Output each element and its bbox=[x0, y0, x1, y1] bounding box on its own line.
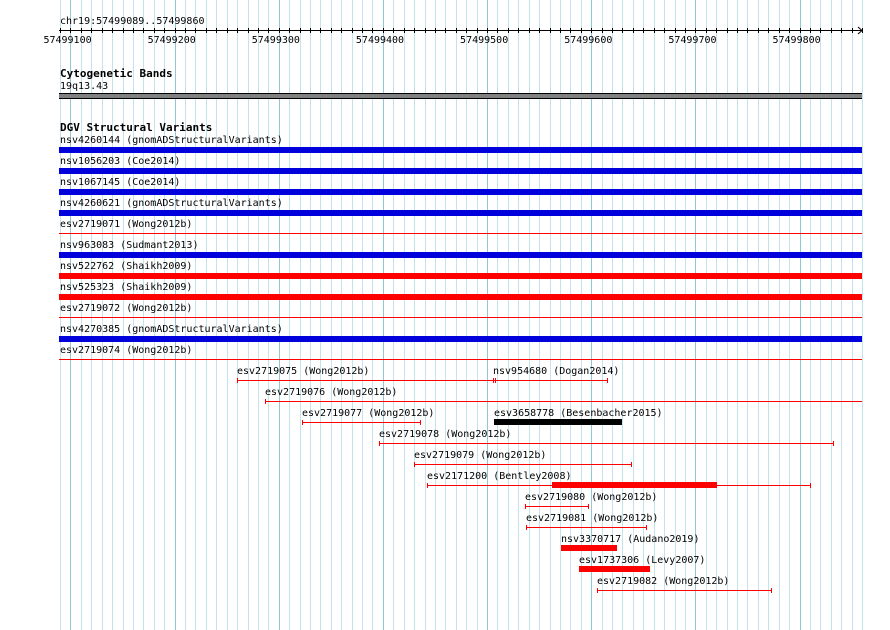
variant-bar[interactable] bbox=[59, 233, 862, 234]
variant-label[interactable]: nsv4270385 (gnomADStructuralVariants) bbox=[60, 324, 283, 335]
ruler-tick-label: 57499400 bbox=[355, 35, 405, 46]
variant-end-tick bbox=[588, 504, 589, 509]
variant-bar[interactable] bbox=[526, 527, 646, 528]
variant-bar[interactable] bbox=[561, 545, 617, 551]
variant-label[interactable]: esv2719080 (Wong2012b) bbox=[525, 492, 658, 503]
variant-bar[interactable] bbox=[414, 464, 631, 465]
variant-label[interactable]: esv2719072 (Wong2012b) bbox=[60, 303, 193, 314]
variant-bar[interactable] bbox=[237, 380, 495, 381]
ruler-tick-label: 57499700 bbox=[668, 35, 717, 46]
variant-label[interactable]: esv2719077 (Wong2012b) bbox=[302, 408, 435, 419]
variant-end-tick bbox=[379, 441, 380, 446]
variant-label[interactable]: esv2719082 (Wong2012b) bbox=[597, 576, 730, 587]
variant-label[interactable]: nsv1067145 (Coe2014) bbox=[60, 177, 181, 188]
variant-bar[interactable] bbox=[302, 422, 420, 423]
variant-end-tick bbox=[420, 420, 421, 425]
ruler-tick-label: 57499200 bbox=[147, 35, 196, 46]
variant-end-tick bbox=[771, 588, 772, 593]
variant-end-tick bbox=[493, 378, 494, 383]
ruler-tick-label: 57499100 bbox=[43, 35, 92, 46]
variant-label[interactable]: esv1737306 (Levy2007) bbox=[579, 555, 706, 566]
variant-label[interactable]: nsv525323 (Shaikh2009) bbox=[60, 282, 193, 293]
variant-label[interactable]: esv2719076 (Wong2012b) bbox=[265, 387, 398, 398]
variant-bar[interactable] bbox=[579, 566, 650, 572]
dgv-track-title: DGV Structural Variants bbox=[60, 121, 213, 134]
coordinate-label: chr19:57499089..57499860 bbox=[60, 16, 205, 27]
variant-end-tick bbox=[265, 399, 266, 404]
variant-bar[interactable] bbox=[493, 380, 607, 381]
variant-end-tick bbox=[414, 462, 415, 467]
variant-bar[interactable] bbox=[59, 147, 862, 153]
variant-end-tick bbox=[833, 441, 834, 446]
variant-end-tick bbox=[526, 525, 527, 530]
variant-label[interactable]: nsv4260144 (gnomADStructuralVariants) bbox=[60, 135, 283, 146]
variant-end-tick bbox=[302, 420, 303, 425]
variant-label[interactable]: esv2171200 (Bentley2008) bbox=[427, 471, 572, 482]
variant-end-tick bbox=[646, 525, 647, 530]
variant-bar[interactable] bbox=[59, 294, 862, 300]
variant-label[interactable]: nsv954680 (Dogan2014) bbox=[493, 366, 620, 377]
variant-end-tick bbox=[631, 462, 632, 467]
variant-end-tick bbox=[427, 483, 428, 488]
variant-end-tick bbox=[597, 588, 598, 593]
variant-end-tick bbox=[607, 378, 608, 383]
variant-label[interactable]: esv2719079 (Wong2012b) bbox=[414, 450, 547, 461]
variant-bar[interactable] bbox=[59, 317, 862, 318]
cyto-track-title: Cytogenetic Bands bbox=[60, 67, 173, 80]
variant-label[interactable]: esv2719071 (Wong2012b) bbox=[60, 219, 193, 230]
ruler-tick-label: 57499300 bbox=[251, 35, 300, 46]
variant-label[interactable]: esv2719074 (Wong2012b) bbox=[60, 345, 193, 356]
ruler-tick-label: 57499500 bbox=[460, 35, 509, 46]
variant-label[interactable]: esv2719078 (Wong2012b) bbox=[379, 429, 512, 440]
ruler-tick-label: 57499600 bbox=[564, 35, 613, 46]
variant-bar[interactable] bbox=[59, 252, 862, 258]
variant-bar[interactable] bbox=[597, 590, 771, 591]
variant-bar[interactable] bbox=[59, 168, 862, 174]
variant-label[interactable]: nsv3370717 (Audano2019) bbox=[561, 534, 700, 545]
variant-label[interactable]: esv2719081 (Wong2012b) bbox=[526, 513, 659, 524]
variant-label[interactable]: esv3658778 (Besenbacher2015) bbox=[494, 408, 663, 419]
variant-bar[interactable] bbox=[265, 401, 862, 402]
ruler-tick-label: 57499800 bbox=[772, 35, 821, 46]
variant-bar[interactable] bbox=[379, 443, 833, 444]
variant-bar[interactable] bbox=[525, 506, 588, 507]
variant-label[interactable]: esv2719075 (Wong2012b) bbox=[237, 366, 370, 377]
variant-label[interactable]: nsv522762 (Shaikh2009) bbox=[60, 261, 193, 272]
variant-bar[interactable] bbox=[59, 359, 862, 360]
variant-bar[interactable] bbox=[59, 273, 862, 279]
variant-end-tick bbox=[237, 378, 238, 383]
variant-end-tick bbox=[810, 483, 811, 488]
variant-bar[interactable] bbox=[59, 336, 862, 342]
variant-label[interactable]: nsv963083 (Sudmant2013) bbox=[60, 240, 199, 251]
variant-bar[interactable] bbox=[59, 189, 862, 195]
variant-bar[interactable] bbox=[59, 210, 862, 216]
variant-bar[interactable] bbox=[552, 482, 717, 488]
variant-label[interactable]: nsv4260621 (gnomADStructuralVariants) bbox=[60, 198, 283, 209]
variant-end-tick bbox=[525, 504, 526, 509]
variant-bar[interactable] bbox=[494, 419, 622, 425]
cyto-band-label: 19q13.43 bbox=[60, 81, 109, 92]
variant-label[interactable]: nsv1056203 (Coe2014) bbox=[60, 156, 181, 167]
